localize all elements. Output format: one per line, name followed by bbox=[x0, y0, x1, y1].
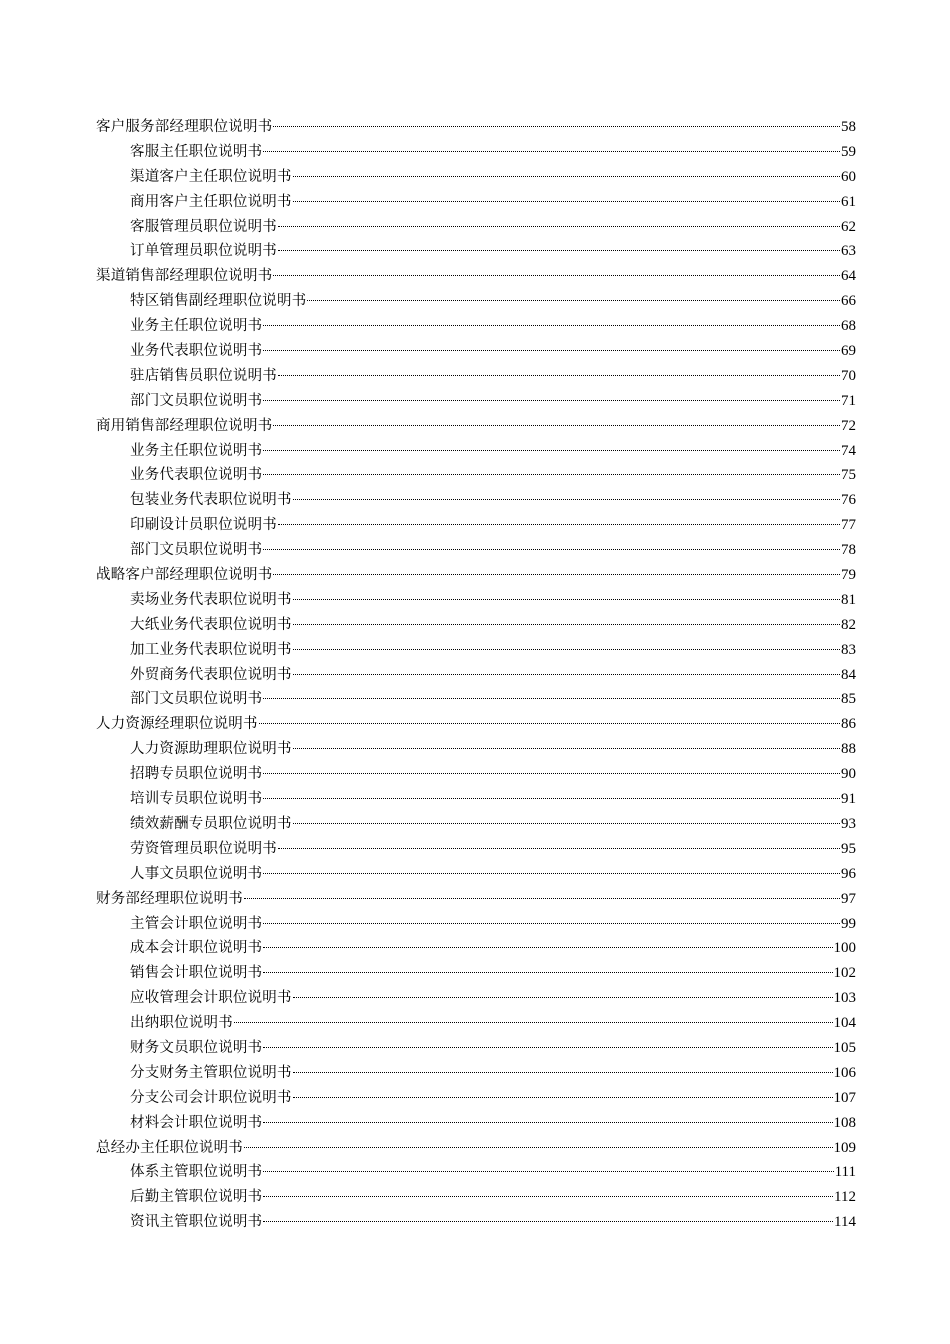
dot-leader bbox=[293, 624, 840, 625]
dot-leader bbox=[263, 1221, 833, 1222]
toc-entry-title: 财务部经理职位说明书 bbox=[96, 890, 243, 907]
toc-entry-page-number: 111 bbox=[834, 1164, 856, 1181]
dot-leader bbox=[263, 325, 840, 326]
toc-entry-page-number: 106 bbox=[833, 1064, 856, 1081]
toc-subsection-entry[interactable] bbox=[96, 1160, 856, 1185]
toc-entry-page-number: 72 bbox=[841, 417, 856, 434]
toc-entry-title: 应收管理会计职位说明书 bbox=[130, 990, 292, 1007]
dot-leader bbox=[293, 1097, 833, 1098]
toc-entry-title: 体系主管职位说明书 bbox=[130, 1164, 263, 1181]
toc-entry-page-number: 85 bbox=[841, 691, 856, 708]
toc-subsection-entry[interactable] bbox=[96, 837, 856, 862]
toc-entry-title: 部门文员职位说明书 bbox=[130, 392, 263, 409]
toc-subsection-entry[interactable] bbox=[96, 638, 856, 663]
toc-subsection-entry[interactable] bbox=[96, 239, 856, 264]
dot-leader bbox=[293, 997, 833, 998]
dot-leader bbox=[263, 350, 840, 351]
dot-leader bbox=[278, 250, 840, 251]
toc-entry-title: 分支公司会计职位说明书 bbox=[130, 1089, 292, 1106]
dot-leader bbox=[263, 151, 840, 152]
toc-entry-title: 业务代表职位说明书 bbox=[130, 467, 263, 484]
toc-entry-page-number: 91 bbox=[841, 791, 856, 808]
toc-subsection-entry[interactable] bbox=[96, 1086, 856, 1111]
toc-entry-page-number: 68 bbox=[841, 318, 856, 335]
toc-section-entry[interactable] bbox=[96, 414, 856, 439]
toc-entry-title: 分支财务主管职位说明书 bbox=[130, 1064, 292, 1081]
toc-subsection-entry[interactable] bbox=[96, 538, 856, 563]
toc-entry-page-number: 61 bbox=[841, 193, 856, 210]
dot-leader bbox=[263, 923, 840, 924]
toc-subsection-entry[interactable] bbox=[96, 215, 856, 240]
toc-entry-title: 渠道销售部经理职位说明书 bbox=[96, 268, 273, 285]
toc-entry-title: 客服主任职位说明书 bbox=[130, 143, 263, 160]
toc-subsection-entry[interactable] bbox=[96, 812, 856, 837]
dot-leader bbox=[263, 474, 840, 475]
dot-leader bbox=[263, 400, 840, 401]
toc-subsection-entry[interactable] bbox=[96, 936, 856, 961]
toc-entry-title: 财务文员职位说明书 bbox=[130, 1039, 263, 1056]
toc-entry-title: 资讯主管职位说明书 bbox=[130, 1214, 263, 1231]
toc-section-entry[interactable] bbox=[96, 1136, 856, 1161]
toc-entry-page-number: 70 bbox=[841, 367, 856, 384]
toc-subsection-entry[interactable] bbox=[96, 613, 856, 638]
toc-subsection-entry[interactable] bbox=[96, 986, 856, 1011]
toc-entry-title: 商用销售部经理职位说明书 bbox=[96, 417, 273, 434]
toc-entry-title: 订单管理员职位说明书 bbox=[130, 243, 277, 260]
toc-entry-title: 出纳职位说明书 bbox=[130, 1015, 233, 1032]
toc-entry-page-number: 79 bbox=[841, 567, 856, 584]
toc-entry-title: 外贸商务代表职位说明书 bbox=[130, 666, 292, 683]
toc-entry-title: 加工业务代表职位说明书 bbox=[130, 641, 292, 658]
toc-subsection-entry[interactable] bbox=[96, 862, 856, 887]
toc-entry-page-number: 90 bbox=[841, 766, 856, 783]
dot-leader bbox=[263, 549, 840, 550]
dot-leader bbox=[263, 1047, 832, 1048]
toc-entry-title: 材料会计职位说明书 bbox=[130, 1114, 263, 1131]
toc-subsection-entry[interactable] bbox=[96, 364, 856, 389]
toc-entry-page-number: 69 bbox=[841, 343, 856, 360]
toc-entry-page-number: 81 bbox=[841, 591, 856, 608]
toc-subsection-entry[interactable] bbox=[96, 787, 856, 812]
toc-entry-title: 大纸业务代表职位说明书 bbox=[130, 616, 292, 633]
toc-entry-page-number: 97 bbox=[841, 890, 856, 907]
toc-entry-page-number: 84 bbox=[841, 666, 856, 683]
toc-entry-title: 人力资源助理职位说明书 bbox=[130, 741, 292, 758]
toc-entry-title: 部门文员职位说明书 bbox=[130, 691, 263, 708]
toc-entry-title: 客户服务部经理职位说明书 bbox=[96, 119, 273, 135]
toc-entry-title: 人事文员职位说明书 bbox=[130, 865, 263, 882]
toc-subsection-entry[interactable] bbox=[96, 588, 856, 613]
toc-entry-title: 绩效薪酬专员职位说明书 bbox=[130, 815, 292, 832]
dot-leader bbox=[263, 1171, 833, 1172]
toc-subsection-entry[interactable] bbox=[96, 663, 856, 688]
toc-entry-title: 渠道客户主任职位说明书 bbox=[130, 168, 292, 185]
toc-subsection-entry[interactable] bbox=[96, 1210, 856, 1235]
toc-entry-page-number: 75 bbox=[841, 467, 856, 484]
toc-subsection-entry[interactable] bbox=[96, 389, 856, 414]
toc-entry-page-number: 76 bbox=[841, 492, 856, 509]
toc-entry-page-number: 109 bbox=[833, 1139, 856, 1156]
toc-subsection-entry[interactable] bbox=[96, 687, 856, 712]
dot-leader bbox=[263, 873, 840, 874]
toc-entry-title: 人力资源经理职位说明书 bbox=[96, 716, 258, 733]
toc-entry-page-number: 100 bbox=[833, 940, 856, 957]
toc-entry-page-number: 83 bbox=[841, 641, 856, 658]
toc-entry-title: 业务主任职位说明书 bbox=[130, 442, 263, 459]
toc-subsection-entry[interactable] bbox=[96, 762, 856, 787]
toc-subsection-entry[interactable] bbox=[96, 513, 856, 538]
toc-entry-title: 业务代表职位说明书 bbox=[130, 343, 263, 360]
dot-leader bbox=[293, 649, 840, 650]
toc-subsection-entry[interactable] bbox=[96, 1036, 856, 1061]
toc-entry-page-number: 105 bbox=[833, 1039, 856, 1056]
toc-entry-page-number: 104 bbox=[833, 1015, 856, 1032]
toc-entry-title: 包装业务代表职位说明书 bbox=[130, 492, 292, 509]
toc-section-entry[interactable] bbox=[96, 115, 856, 140]
toc-subsection-entry[interactable] bbox=[96, 140, 856, 165]
dot-leader bbox=[263, 450, 840, 451]
toc-subsection-entry[interactable] bbox=[96, 314, 856, 339]
toc-section-entry[interactable] bbox=[96, 712, 856, 737]
toc-entry-page-number: 112 bbox=[834, 1189, 856, 1206]
toc-subsection-entry[interactable] bbox=[96, 190, 856, 215]
toc-entry-page-number: 108 bbox=[833, 1114, 856, 1131]
toc-entry-title: 总经办主任职位说明书 bbox=[96, 1139, 243, 1156]
dot-leader bbox=[278, 226, 840, 227]
toc-entry-title: 卖场业务代表职位说明书 bbox=[130, 591, 292, 608]
toc-entry-title: 劳资管理员职位说明书 bbox=[130, 840, 277, 857]
toc-entry-title: 成本会计职位说明书 bbox=[130, 940, 263, 957]
toc-section-entry[interactable] bbox=[96, 887, 856, 912]
dot-leader bbox=[273, 574, 840, 575]
dot-leader bbox=[234, 1022, 833, 1023]
toc-subsection-entry[interactable] bbox=[96, 961, 856, 986]
toc-entry-title: 战略客户部经理职位说明书 bbox=[96, 567, 273, 584]
dot-leader bbox=[278, 848, 840, 849]
toc-entry-title: 主管会计职位说明书 bbox=[130, 915, 263, 932]
toc-subsection-entry[interactable] bbox=[96, 1011, 856, 1036]
toc-subsection-entry[interactable] bbox=[96, 912, 856, 937]
dot-leader bbox=[307, 300, 840, 301]
dot-leader bbox=[293, 823, 840, 824]
toc-subsection-entry[interactable] bbox=[96, 339, 856, 364]
toc-entry-title: 印刷设计员职位说明书 bbox=[130, 517, 277, 534]
dot-leader bbox=[293, 499, 840, 500]
dot-leader bbox=[293, 599, 840, 600]
toc-entry-page-number: 60 bbox=[841, 168, 856, 185]
dot-leader bbox=[244, 1147, 833, 1148]
dot-leader bbox=[273, 126, 840, 127]
dot-leader bbox=[263, 1122, 832, 1123]
dot-leader bbox=[263, 698, 840, 699]
dot-leader bbox=[273, 425, 840, 426]
toc-entry-title: 后勤主管职位说明书 bbox=[130, 1189, 263, 1206]
dot-leader bbox=[278, 375, 840, 376]
dot-leader bbox=[259, 723, 840, 724]
toc-entry-title: 销售会计职位说明书 bbox=[130, 965, 263, 982]
toc-entry-page-number: 86 bbox=[841, 716, 856, 733]
toc-entry-page-number: 82 bbox=[841, 616, 856, 633]
dot-leader bbox=[293, 674, 840, 675]
dot-leader bbox=[263, 947, 832, 948]
toc-subsection-entry[interactable] bbox=[96, 289, 856, 314]
toc-entry-title: 客服管理员职位说明书 bbox=[130, 218, 277, 235]
dot-leader bbox=[293, 748, 840, 749]
toc-entry-page-number: 107 bbox=[833, 1089, 856, 1106]
toc-section-entry[interactable] bbox=[96, 563, 856, 588]
toc-entry-page-number: 99 bbox=[841, 915, 856, 932]
toc-entry-page-number: 64 bbox=[841, 268, 856, 285]
toc-entry-title: 招聘专员职位说明书 bbox=[130, 766, 263, 783]
toc-subsection-entry[interactable] bbox=[96, 1061, 856, 1086]
toc-entry-title: 业务主任职位说明书 bbox=[130, 318, 263, 335]
toc-entry-page-number: 77 bbox=[841, 517, 856, 534]
dot-leader bbox=[263, 798, 840, 799]
toc-entry-title: 部门文员职位说明书 bbox=[130, 542, 263, 559]
toc-entry-page-number: 95 bbox=[841, 840, 856, 857]
dot-leader bbox=[263, 773, 840, 774]
toc-entry-page-number: 103 bbox=[833, 990, 856, 1007]
toc-subsection-entry[interactable] bbox=[96, 439, 856, 464]
table-of-contents bbox=[96, 115, 856, 1235]
dot-leader bbox=[293, 201, 840, 202]
toc-subsection-entry[interactable] bbox=[96, 488, 856, 513]
toc-subsection-entry[interactable] bbox=[96, 737, 856, 762]
toc-subsection-entry[interactable] bbox=[96, 1185, 856, 1210]
dot-leader bbox=[244, 898, 840, 899]
toc-entry-page-number: 93 bbox=[841, 815, 856, 832]
toc-entry-page-number: 66 bbox=[841, 293, 856, 310]
toc-subsection-entry[interactable] bbox=[96, 1111, 856, 1136]
toc-entry-page-number: 62 bbox=[841, 218, 856, 235]
toc-entry-page-number: 58 bbox=[841, 119, 856, 135]
toc-entry-title: 培训专员职位说明书 bbox=[130, 791, 263, 808]
toc-entry-page-number: 74 bbox=[841, 442, 856, 459]
toc-entry-page-number: 63 bbox=[841, 243, 856, 260]
toc-entry-page-number: 114 bbox=[834, 1214, 856, 1231]
toc-entry-page-number: 88 bbox=[841, 741, 856, 758]
toc-entry-title: 驻店销售员职位说明书 bbox=[130, 367, 277, 384]
toc-entry-page-number: 71 bbox=[841, 392, 856, 409]
toc-entry-page-number: 96 bbox=[841, 865, 856, 882]
toc-entry-title: 特区销售副经理职位说明书 bbox=[130, 293, 307, 310]
dot-leader bbox=[263, 1196, 833, 1197]
toc-entry-page-number: 102 bbox=[833, 965, 856, 982]
dot-leader bbox=[273, 275, 840, 276]
toc-section-entry[interactable] bbox=[96, 264, 856, 289]
toc-entry-page-number: 59 bbox=[841, 143, 856, 160]
dot-leader bbox=[263, 972, 832, 973]
toc-subsection-entry[interactable] bbox=[96, 463, 856, 488]
dot-leader bbox=[278, 524, 840, 525]
dot-leader bbox=[293, 1072, 833, 1073]
toc-entry-title: 商用客户主任职位说明书 bbox=[130, 193, 292, 210]
toc-subsection-entry[interactable] bbox=[96, 165, 856, 190]
dot-leader bbox=[293, 176, 840, 177]
toc-entry-page-number: 78 bbox=[841, 542, 856, 559]
